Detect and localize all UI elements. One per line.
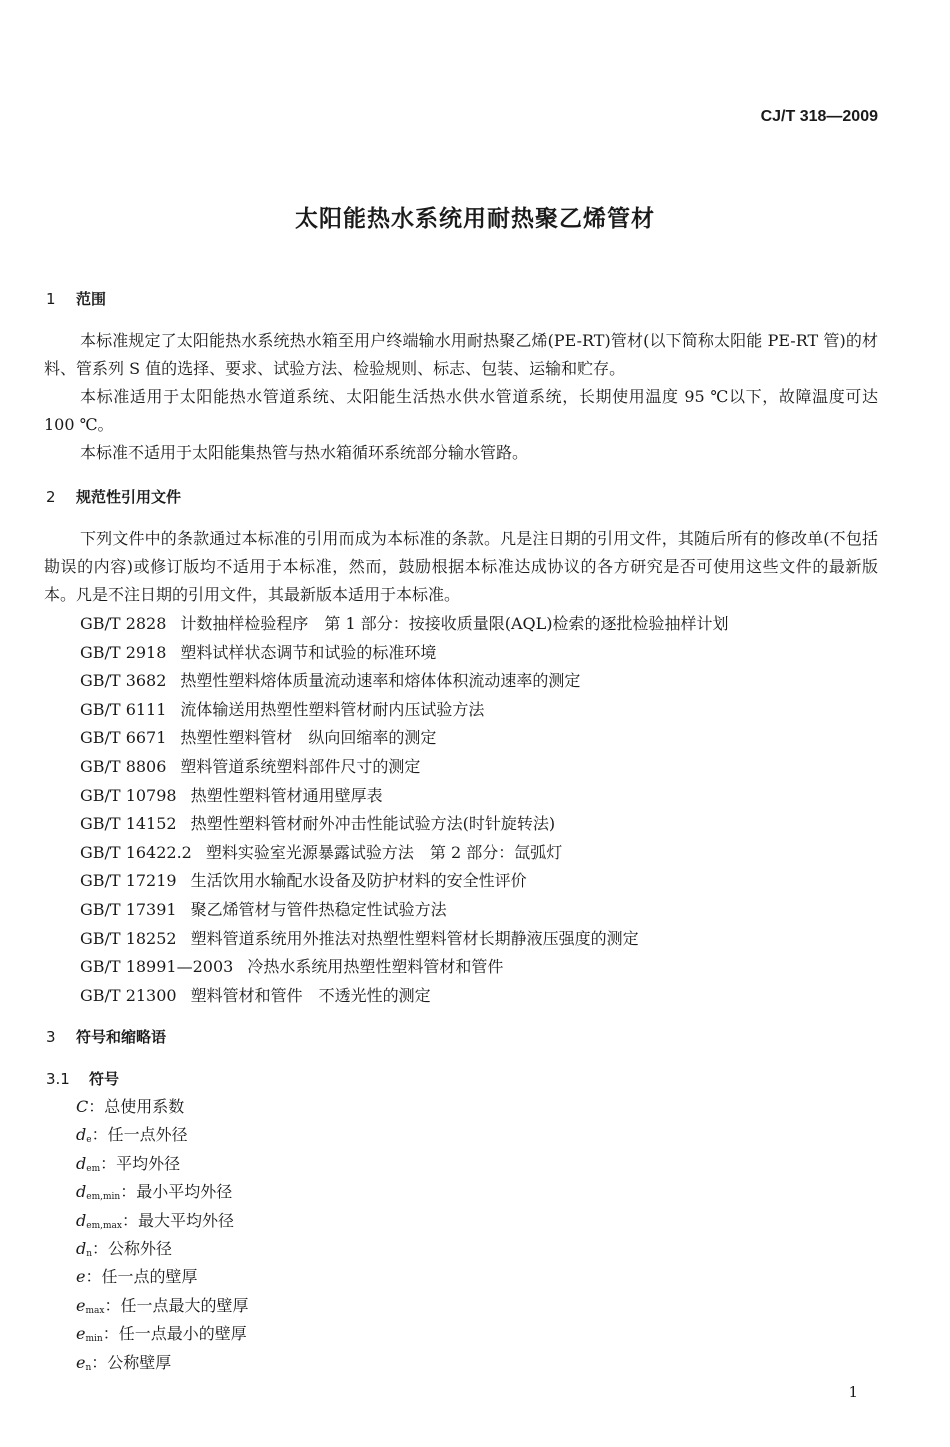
section-1-paragraph-3: 本标准不适用于太阳能集热管与热水箱循环系统部分输水管路。 <box>80 443 529 462</box>
symbol-item <box>76 1292 248 1320</box>
reference-item <box>80 925 729 954</box>
section-1-paragraph-1: 本标准规定了太阳能热水系统热水箱至用户终端输水用耐热聚乙烯(PE-RT)管材(以下简称太阳能 PE-RT 管)的材料、管系列 S 值的选择、要求、试验方法、检验规则、标志、包装、运输和贮存。 <box>44 331 878 378</box>
reference-title: 热塑性塑料熔体质量流动速率和熔体体积流动速率的测定 <box>180 671 581 691</box>
symbol: d <box>76 1182 87 1202</box>
section-1-heading <box>46 288 106 309</box>
reference-code: GB/T 10798 <box>80 785 177 805</box>
page-number: 1 <box>848 1383 858 1401</box>
section-2-intro: 下列文件中的条款通过本标准的引用而成为本标准的条款。凡是注日期的引用文件，其随后所有的修改单(不包括勘误的内容)或修订版均不适用于本标准，然而，鼓励根据本标准达成协议的各方研究是否可使用这些文件的最新版本。凡是不注日期的引用文件，其最新版本适用于本标准。 <box>44 529 878 604</box>
symbol: d <box>76 1210 87 1230</box>
symbol-description: ：最大平均外径 <box>121 1210 234 1230</box>
symbol: d <box>76 1238 87 1258</box>
section-title: 符号和缩略语 <box>76 1028 167 1046</box>
symbol: C <box>76 1097 89 1116</box>
symbol: d <box>76 1125 87 1145</box>
reference-item <box>80 639 729 668</box>
symbol-item <box>76 1263 248 1291</box>
reference-code: GB/T 6671 <box>80 728 167 748</box>
reference-item <box>80 667 729 696</box>
reference-title: 塑料实验室光源暴露试验方法 第 2 部分：氙弧灯 <box>205 842 563 862</box>
reference-item <box>80 896 729 925</box>
reference-item <box>80 696 729 725</box>
subsection-number: 3.1 <box>46 1070 70 1088</box>
symbol: e <box>76 1267 86 1287</box>
symbol-description: ：公称外径 <box>92 1238 173 1258</box>
symbol: d <box>76 1153 87 1173</box>
section-number: 1 <box>46 290 56 308</box>
symbol-subscript: min <box>85 1334 103 1345</box>
reference-item <box>80 982 729 1011</box>
reference-code: GB/T 2828 <box>80 614 167 633</box>
reference-item <box>80 953 729 982</box>
symbol-subscript: e <box>86 1135 92 1146</box>
symbol-item <box>76 1320 248 1348</box>
symbol-description: ：最小平均外径 <box>120 1182 233 1202</box>
symbol-description: ：平均外径 <box>100 1153 181 1173</box>
symbol-subscript: em,max <box>86 1220 122 1231</box>
reference-title: 冷热水系统用热塑性塑料管材和管件 <box>247 957 504 977</box>
symbol: e <box>76 1324 86 1344</box>
reference-title: 塑料管材和管件 不透光性的测定 <box>190 985 431 1005</box>
symbol-item <box>76 1349 248 1377</box>
symbol-description: ：公称壁厚 <box>91 1352 172 1372</box>
reference-code: GB/T 14152 <box>80 814 177 834</box>
symbol-description: ：任一点外径 <box>91 1125 188 1145</box>
symbol-description: ：任一点最大的壁厚 <box>104 1295 249 1315</box>
reference-code: GB/T 18252 <box>80 928 177 948</box>
symbol-subscript: n <box>86 1248 93 1259</box>
reference-title: 塑料试样状态调节和试验的标准环境 <box>180 642 437 662</box>
symbol-subscript: max <box>85 1305 105 1316</box>
symbol-item <box>76 1207 248 1235</box>
symbol-item <box>76 1178 248 1206</box>
section-number: 3 <box>46 1028 56 1046</box>
symbol-item <box>76 1150 248 1178</box>
section-title: 规范性引用文件 <box>76 488 182 506</box>
symbol: e <box>76 1352 86 1372</box>
document-title: 太阳能热水系统用耐热聚乙烯管材 <box>295 206 655 232</box>
symbol-item <box>76 1235 248 1263</box>
section-title: 范围 <box>76 290 107 308</box>
reference-code: GB/T 21300 <box>80 985 177 1005</box>
symbol-description: ：任一点的壁厚 <box>85 1267 198 1287</box>
reference-code: GB/T 17391 <box>80 899 177 919</box>
section-3-heading <box>46 1026 166 1047</box>
reference-item <box>80 810 729 839</box>
subsection-title: 符号 <box>89 1070 120 1088</box>
symbol-subscript: n <box>85 1362 92 1373</box>
reference-title: 聚乙烯管材与管件热稳定性试验方法 <box>190 899 447 919</box>
symbol-list <box>76 1093 248 1377</box>
symbol-description: ：任一点最小的壁厚 <box>102 1324 247 1344</box>
reference-title: 塑料管道系统塑料部件尺寸的测定 <box>180 756 421 776</box>
reference-title: 热塑性塑料管材通用壁厚表 <box>190 785 383 805</box>
reference-code: GB/T 2918 <box>80 642 167 662</box>
reference-code: GB/T 3682 <box>80 671 167 691</box>
section-1-paragraph-2: 本标准适用于太阳能热水管道系统、太阳能生活热水供水管道系统，长期使用温度 95 ℃以下，故障温度可达 100 ℃。 <box>44 387 878 434</box>
symbol-item <box>76 1093 248 1121</box>
reference-code: GB/T 17219 <box>80 871 177 891</box>
subsection-3-1-heading <box>46 1068 119 1089</box>
symbol-item <box>76 1121 248 1149</box>
symbol-description: ：总使用系数 <box>88 1097 185 1116</box>
symbol-subscript: em <box>86 1163 101 1174</box>
reference-title: 热塑性塑料管材耐外冲击性能试验方法(时针旋转法) <box>190 814 556 834</box>
symbol-subscript: em,min <box>86 1192 121 1203</box>
section-2-heading <box>46 486 181 507</box>
reference-item <box>80 610 729 639</box>
reference-code: GB/T 16422.2 <box>80 842 192 862</box>
reference-title: 塑料管道系统用外推法对热塑性塑料管材长期静液压强度的测定 <box>190 928 639 948</box>
reference-code: GB/T 18991—2003 <box>80 957 234 977</box>
reference-code: GB/T 6111 <box>80 699 167 719</box>
reference-code: GB/T 8806 <box>80 756 167 776</box>
reference-title: 计数抽样检验程序 第 1 部分：按接收质量限(AQL)检索的逐批检验抽样计划 <box>180 614 729 633</box>
reference-item <box>80 724 729 753</box>
reference-item <box>80 753 729 782</box>
reference-item <box>80 782 729 811</box>
reference-item <box>80 839 729 868</box>
reference-title: 热塑性塑料管材 纵向回缩率的测定 <box>180 728 437 748</box>
standard-code: CJ/T 318—2009 <box>760 108 878 125</box>
reference-title: 生活饮用水输配水设备及防护材料的安全性评价 <box>190 871 527 891</box>
reference-list <box>80 610 729 1010</box>
reference-item <box>80 867 729 896</box>
symbol: e <box>76 1295 86 1315</box>
reference-title: 流体输送用热塑性塑料管材耐内压试验方法 <box>180 699 485 719</box>
section-number: 2 <box>46 488 56 506</box>
